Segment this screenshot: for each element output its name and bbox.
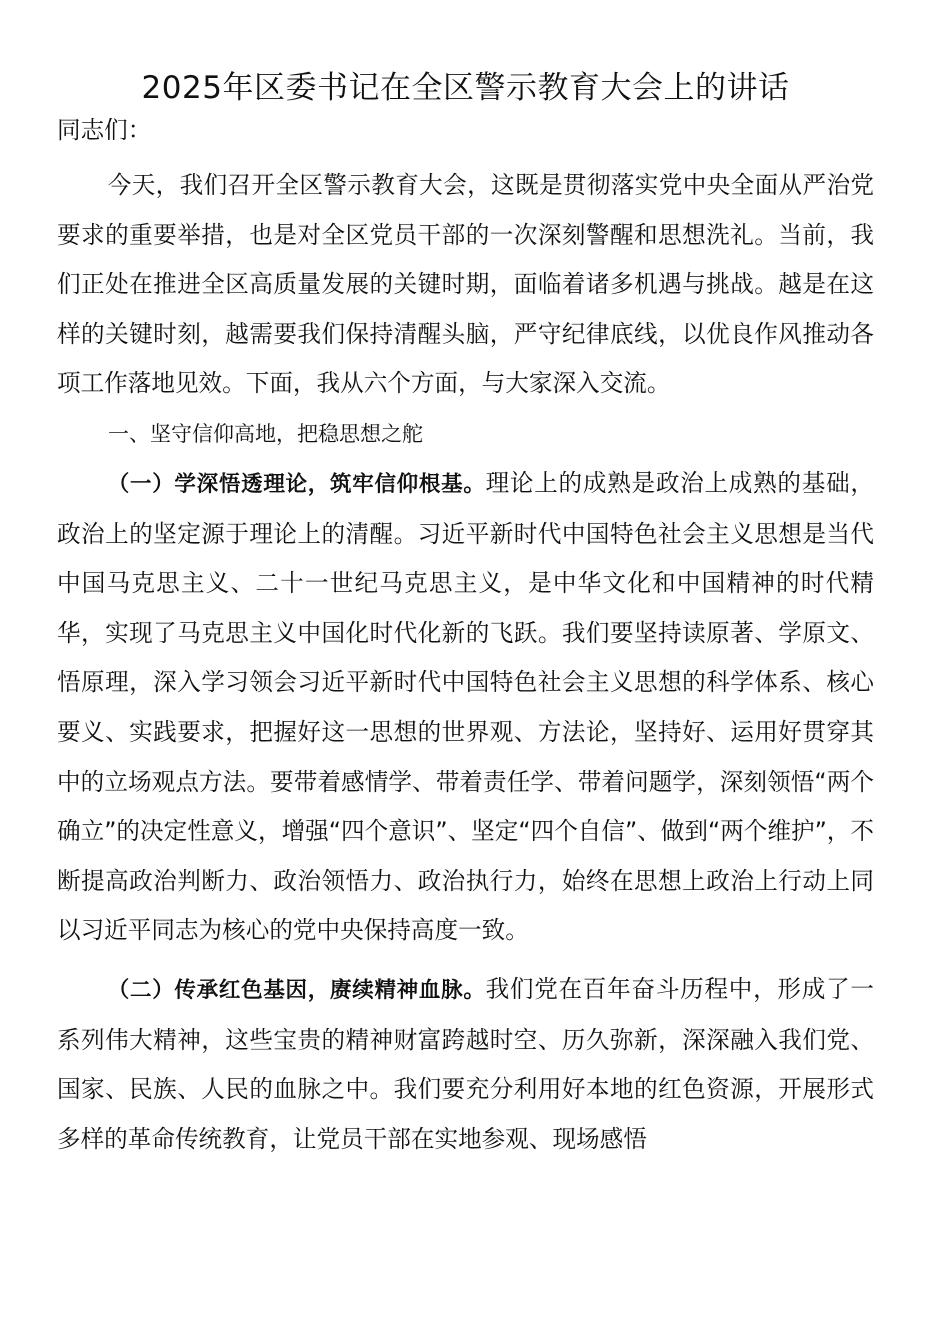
subsection-lead-2: （二）传承红色基因，赓续精神血脉。	[107, 977, 486, 1003]
subsection-text-2: 我们党在百年奋斗历程中，形成了一系列伟大精神，这些宝贵的精神财富跨越时空、历久弥新，深深融入我们党、国家、民族、人民的血脉之中。我们要充分利用好本地的红色资源，开展形式多样的革命传统教育，让党员干部在实地参观、现场感悟	[57, 974, 874, 1153]
section-heading-1: 一、坚守信仰高地，把稳思想之舵	[108, 421, 423, 446]
subsection-paragraph-2	[57, 965, 874, 1164]
salutation: 同志们：	[57, 116, 152, 144]
subsection-lead-1: （一）学深悟透理论，筑牢信仰根基。	[107, 471, 486, 497]
paragraph-gap	[57, 956, 874, 965]
subsection-paragraph-1	[57, 459, 874, 956]
intro-paragraph: 今天，我们召开全区警示教育大会，这既是贯彻落实党中央全面从严治党要求的重要举措，也是对全区党员干部的一次深刻警醒和思想洗礼。当前，我们正处在推进全区高质量发展的关键时期，面临着诸多机遇与挑战。越是在这样的关键时刻，越需要我们保持清醒头脑，严守纪律底线，以优良作风推动各项工作落地见效。下面，我从六个方面，与大家深入交流。	[57, 171, 874, 398]
subsection-text-1: 理论上的成熟是政治上成熟的基础，政治上的坚定源于理论上的清醒。习近平新时代中国特色社会主义思想是当代中国马克思主义、二十一世纪马克思主义，是中华文化和中国精神的时代精华，实现了马克思主义中国化时代化新的飞跃。我们要坚持读原著、学原文、悟原理，深入学习领会习近平新时代中国特色社会主义思想的科学体系、核心要义、实践要求，把握好这一思想的世界观、方法论，坚持好、运用好贯穿其中的立场观点方法。要带着感情学、带着责任学、带着问题学，深刻领悟“两个确立”的决定性意义，增强“四个意识”、坚定“四个自信”、做到“两个维护”，不断提高政治判断力、政治领悟力、政治执行力，始终在思想上政治上行动上同以习近平同志为核心的党中央保持高度一致。	[57, 468, 874, 945]
document-title: 2025年区委书记在全区警示教育大会上的讲话	[141, 70, 790, 106]
